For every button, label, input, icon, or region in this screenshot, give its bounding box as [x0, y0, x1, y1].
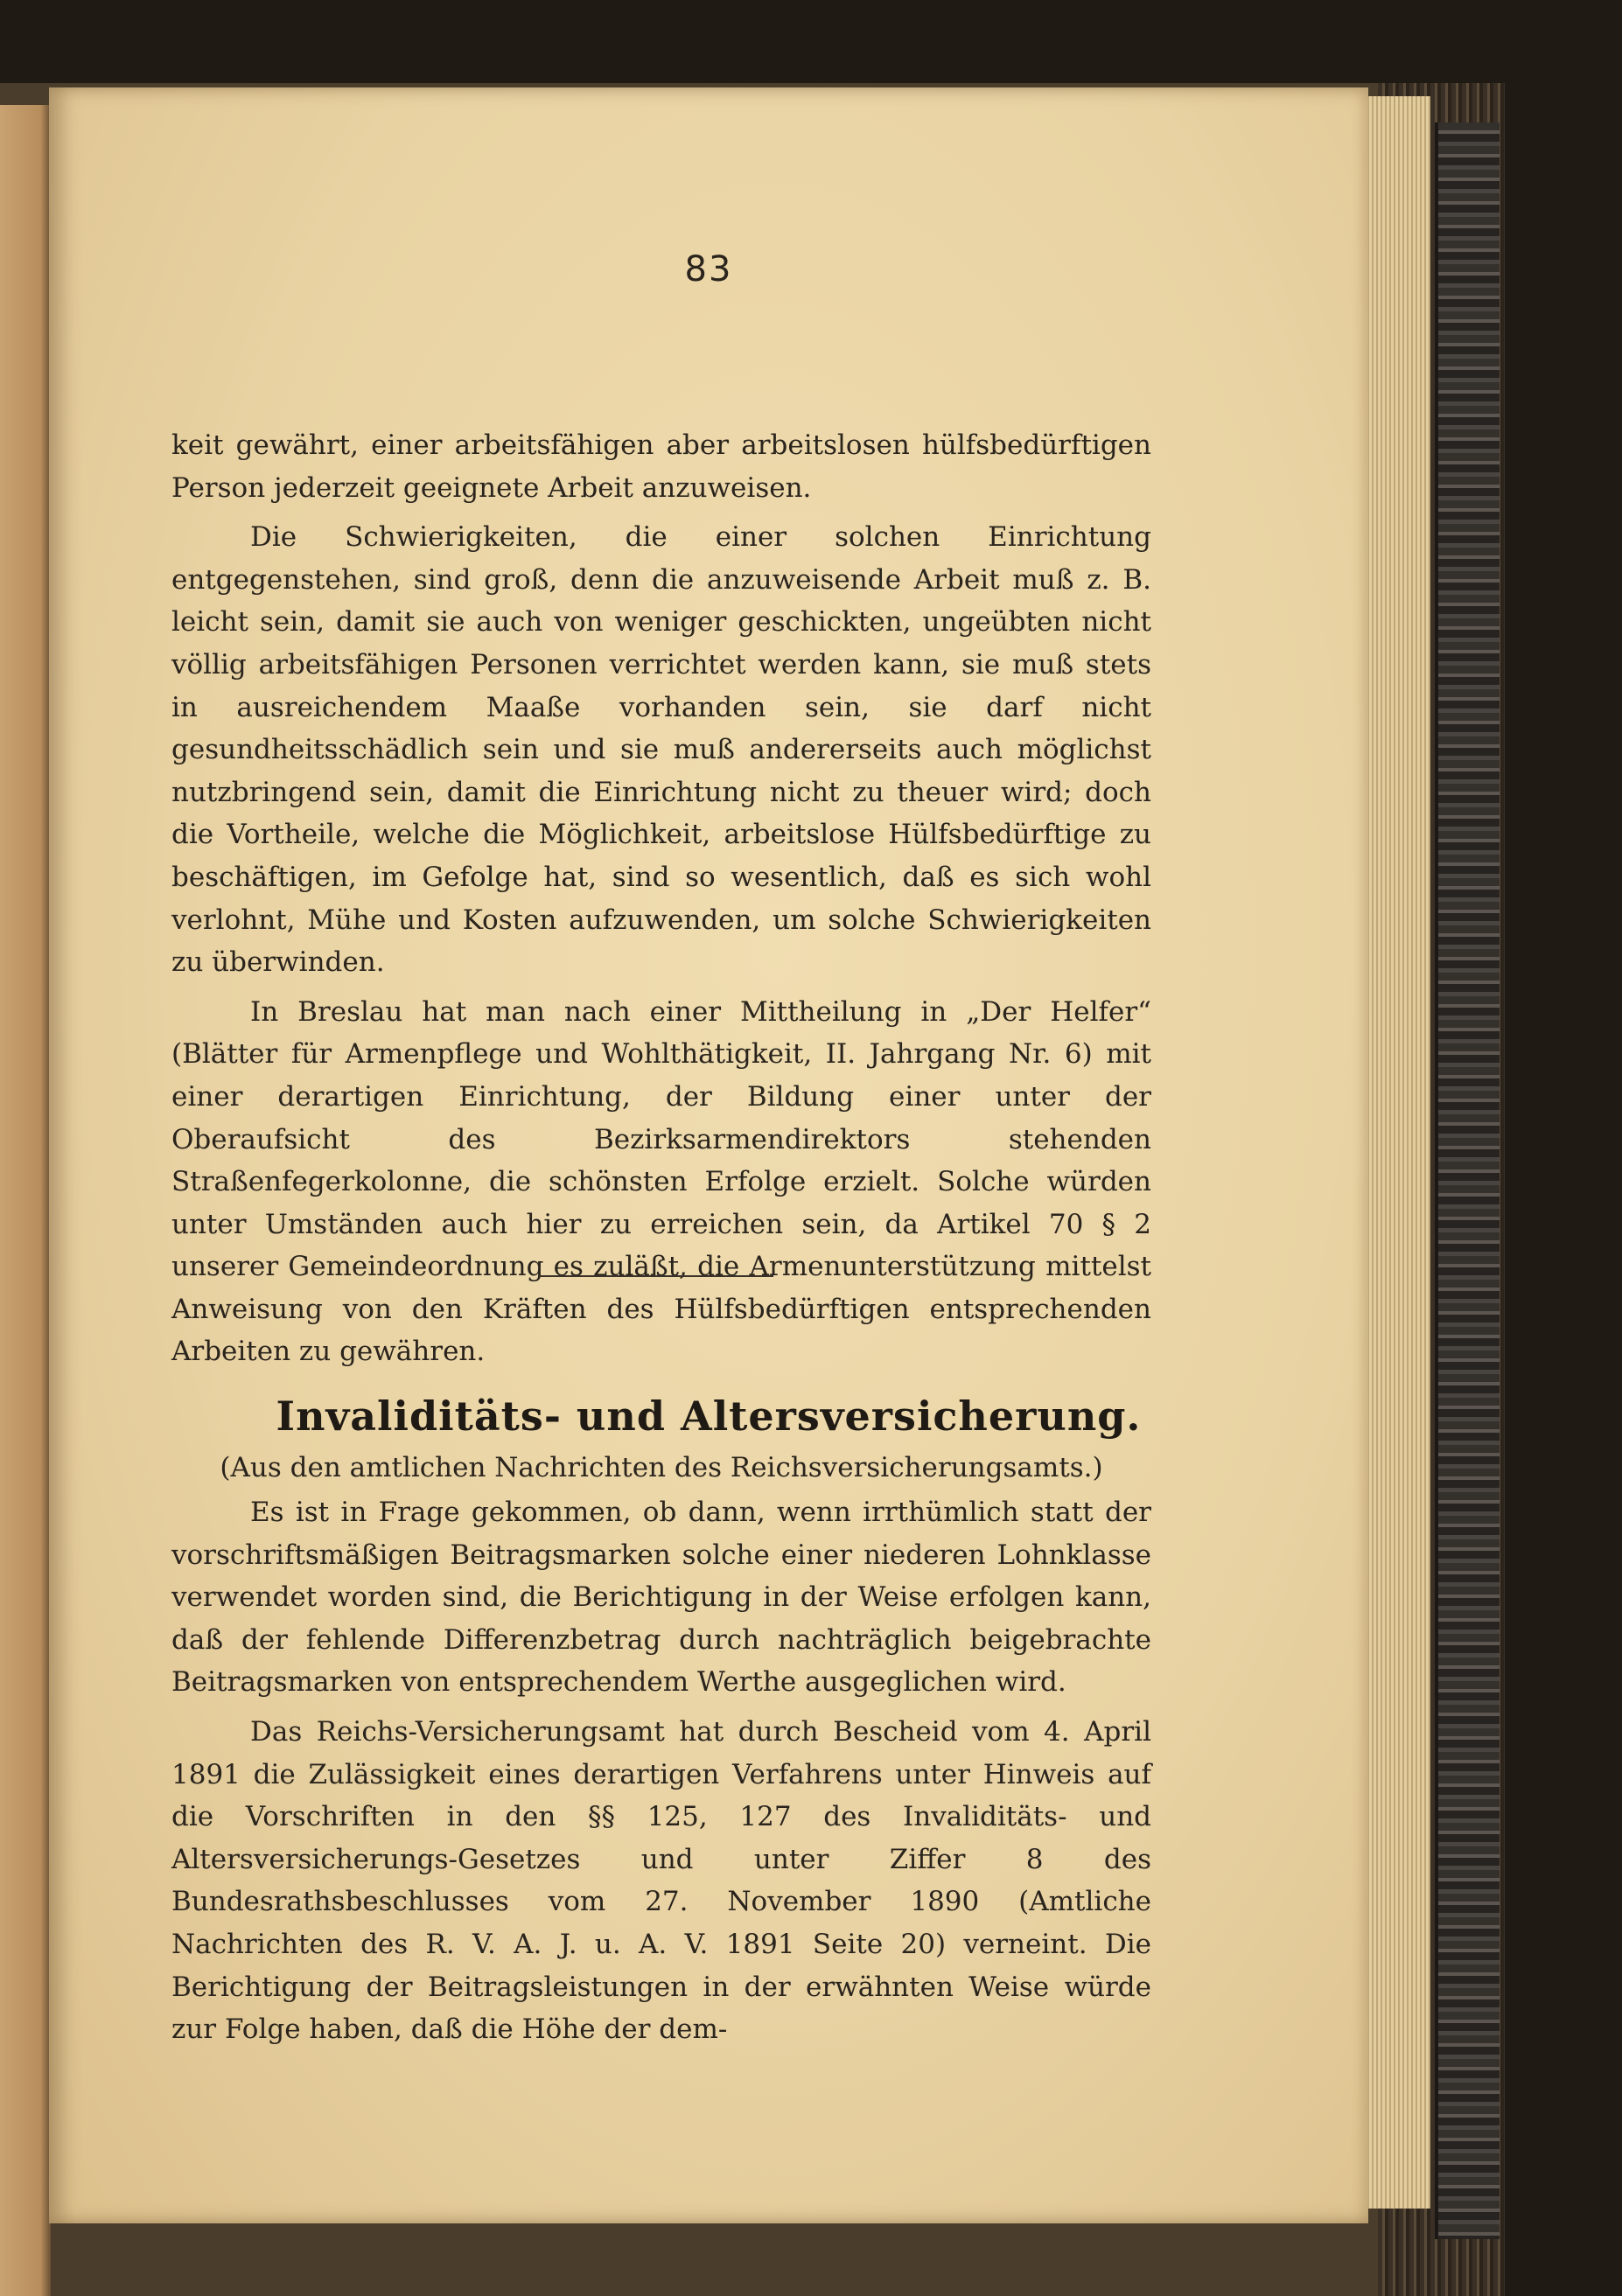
- section-arbeit: [171, 424, 1151, 1373]
- book-page: [49, 87, 1368, 2223]
- marbled-edge: [1435, 122, 1500, 2239]
- page-number: 83: [684, 249, 733, 290]
- paragraph-frage: Es ist in Frage gekommen, ob dann, wenn irrthümlich statt der vorschriftsmäßigen Beitragsmarken solche einer niederen Lohnklasse verwendet worden sind, die Berichtigung in der Weise erfolgen kann, daß der fehlende Differenzbetrag durch nachträglich beigebrachte Beitragsmarken von entsprechendem Werthe ausgeglichen wird.: [171, 1497, 1151, 1699]
- paragraph-intro: keit gewährt, einer arbeitsfähigen aber arbeitslosen hülfsbedürftigen Person jederzeit geeignete Arbeit anzuweisen.: [171, 429, 1151, 504]
- section-heading: Invaliditäts- und Altersversicherung.: [276, 1392, 1142, 1440]
- section-versicherung: [171, 1491, 1151, 2051]
- paragraph-bescheid: Das Reichs-Versicherungsamt hat durch Bescheid vom 4. April 1891 die Zulässigkeit eines derartigen Verfahrens unter Hinweis auf die Vorschriften in den §§ 125, 127 des Invaliditäts- und Altersversicherungs-Gesetzes und unter Ziffer 8 des Bundesrathsbeschlusses vom 27. November 1890 (Amtliche Nachrichten des R. V. A. J. u. A. V. 1891 Seite 20) verneint. Die Berichtigung der Beitragsleistungen in der erwähnten Weise würde zur Folge haben, daß die Höhe der dem-: [171, 1715, 1151, 2046]
- page-edges: [1365, 96, 1430, 2209]
- section-source: (Aus den amtlichen Nachrichten des Reichsversicherungsamts.): [220, 1452, 1103, 1483]
- section-divider: [539, 1275, 773, 1277]
- paragraph-breslau: In Breslau hat man nach einer Mittheilung in „Der Helfer“ (Blätter für Armenpflege und Wohlthätigkeit, II. Jahrgang Nr. 6) mit einer derartigen Einrichtung, der Bildung einer unter der Oberaufsicht des Bezirksarmendirektors stehenden Straßenfegerkolonne, die schönsten Erfolge erzielt. Solche würden unter Umständen auch hier zu erreichen sein, da Artikel 70 § 2 unserer Gemeindeordnung es zuläßt, die Armenunterstützung mittelst Anweisung von den Kräften des Hülfsbedürftigen entsprechenden Arbeiten zu gewähren.: [171, 995, 1151, 1368]
- left-page-edge: [0, 105, 51, 2296]
- paragraph-schwierigkeiten: Die Schwierigkeiten, die einer solchen Einrichtung entgegenstehen, sind groß, denn die anzuweisende Arbeit muß z. B. leicht sein, damit sie auch von weniger geschickten, ungeübten nicht völlig arbeitsfähigen Personen verrichtet werden kann, sie muß stets in ausreichendem Maaße vorhanden sein, sie darf nicht gesundheitsschädlich sein und sie muß andererseits auch möglichst nutzbringend sein, damit die Einrichtung nicht zu theuer wird; doch die Vortheile, welche die Möglichkeit, arbeitslose Hülfsbedürftige zu beschäftigen, im Gefolge hat, sind so wesentlich, daß es sich wohl verlohnt, Mühe und Kosten aufzuwenden, um solche Schwierigkeiten zu überwinden.: [171, 521, 1151, 979]
